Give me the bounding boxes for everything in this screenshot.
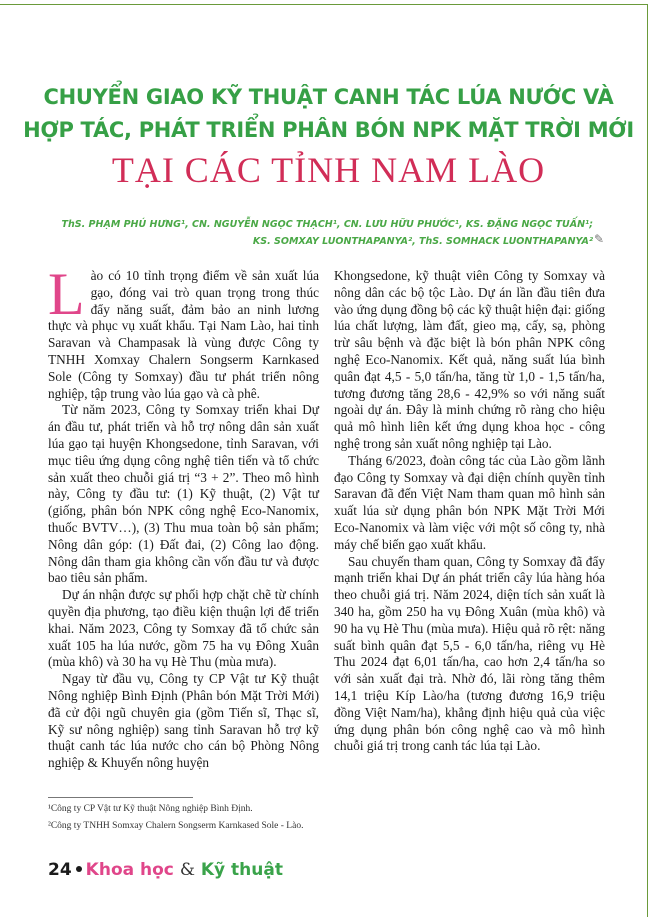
paragraph-5: Khongsedone, kỹ thuật viên Công ty Somxay và nông dân các bộ tộc Lào. Dự án lần đầu tiên đưa vào ứng dụng đồng bộ các kỹ thuật hiện đại: giống lúa chất lượng, làm đất, gieo mạ, cấy, sạ, phòng trừ sâu bệnh và đặc biệt là bón phân NPK công nghệ Eco-Nanomix. Kết quả, năng suất lúa bình quân đạt 4,5 - 5,0 tấn/ha, tăng từ 1,0 - 1,5 tấn/ha, tương đương tăng 28,6 - 42,9% so với năng suất ngoài dự án. Đây là minh chứng rõ ràng cho hiệu quả mô hình liên kết ứng dụng khoa học - công nghệ trong sản xuất nông nghiệp tại Lào. — [334, 268, 605, 451]
article-title-line-2: HỢP TÁC, PHÁT TRIỂN PHÂN BÓN NPK MẶT TRỜI MỚI — [23, 118, 634, 142]
paragraph-2: Từ năm 2023, Công ty Somxay triển khai Dự án đầu tư, phát triển và hỗ trợ nông dân sản xuất lúa gạo tại huyện Khongsedone, tỉnh Saravan, với mục tiêu ứng dụng công nghệ tiên tiến và tổ chức sản xuất theo chuỗi giá trị “3 + 2”. Theo mô hình này, Công ty đầu tư: (1) Kỹ thuật, (2) Vật tư (giống, phân bón NPK công nghệ Eco-Nanomix, thuốc BVTV…), (3) Thu mua toàn bộ sản phẩm; Nông dân góp: (1) Đất đai, (2) Công lao động. Nông dân tham gia không cần vốn đầu tư và được bao tiêu sản phẩm. — [48, 402, 319, 586]
footnote-2: ²Công ty TNHH Somxay Chalern Songserm Karnkased Sole - Lào. — [48, 821, 304, 831]
paragraph-7: Sau chuyến tham quan, Công ty Somxay đã đẩy mạnh triển khai Dự án phát triển cây lúa hàng hóa theo chuỗi giá trị. Năm 2024, diện tích sản xuất là 340 ha, gồm 250 ha vụ Đông Xuân (mùa khô) và 90 ha vụ Hè Thu (mùa mưa). Hiệu quả rõ rệt: năng suất bình quân đạt 5,5 - 6,0 tấn/ha, riêng vụ Hè Thu 2024 đạt 6,01 tấn/ha, cao hơn 2,4 tấn/ha so với sản xuất đại trà. Nhờ đó, lãi ròng tăng thêm 14,1 triệu Kíp Lào/ha (tương đương 16,9 triệu đồng Việt Nam/ha), khẳng định hiệu quả của việc ứng dụng phân bón công nghệ cao và mô hình chuỗi giá trị trong canh tác lúa tại Lào. — [334, 553, 605, 754]
article-title-line-1: CHUYỂN GIAO KỸ THUẬT CANH TÁC LÚA NƯỚC VÀ — [43, 85, 614, 109]
page-footer — [48, 860, 283, 880]
page-border-top — [0, 4, 647, 5]
pen-icon: ✎ — [594, 232, 605, 246]
article-title-line-3: TẠI CÁC TỈNH NAM LÀO — [111, 150, 546, 190]
paragraph-6: Tháng 6/2023, đoàn công tác của Lào gồm lãnh đạo Công ty Somxay và đại diện chính quyền tỉnh Saravan đã đến Việt Nam tham quan mô hình sản xuất lúa sử dụng phân bón NPK Mặt Trời Mới Eco-Nanomix và làm việc với một số công ty, nhà máy chế biến gạo xuất khẩu. — [334, 452, 605, 552]
paragraph-1 — [48, 261, 319, 402]
magazine-ampersand: & — [179, 860, 195, 880]
paragraph-4: Ngay từ đầu vụ, Công ty CP Vật tư Kỹ thuật Nông nghiệp Bình Định (Phân bón Mặt Trời Mới) đã cử đội ngũ chuyên gia (gồm Tiến sĩ, Thạc sĩ, Kỹ sư nông nghiệp) sang tỉnh Saravan hỗ trợ kỹ thuật canh tác lúa nước cho cán bộ Phòng Nông nghiệp & Khuyến nông huyện — [48, 671, 319, 771]
right-column — [334, 268, 605, 755]
magazine-name-part-2: Kỹ thuật — [200, 860, 283, 880]
authors-line-1: ThS. PHẠM PHÚ HƯNG¹, CN. NGUYỄN NGỌC THẠCH¹, CN. LƯU HỮU PHƯỚC¹, KS. ĐẶNG NGỌC TUẤN¹; — [61, 219, 593, 230]
left-column — [48, 261, 319, 772]
bullet-dot-icon — [76, 866, 82, 872]
paragraph-3: Dự án nhận được sự phối hợp chặt chẽ từ chính quyền địa phương, tạo điều kiện thuận lợi để triển khai. Năm 2023, Công ty Somxay đã tổ chức sản xuất 105 ha lúa nước, gồm 75 ha vụ Đông Xuân (mùa khô) và 30 ha vụ Hè Thu (mùa mưa). — [48, 587, 319, 670]
magazine-name-part-1: Khoa học — [85, 860, 174, 880]
paragraph-1-text: ào có 10 tỉnh trọng điểm về sản xuất lúa gạo, đóng vai trò quan trọng trong thúc đẩy năng suất, đảm bảo an ninh lương thực và phục vụ xuất khẩu. Tại Nam Lào, hai tỉnh Saravan và Champasak là vùng được Công ty TNHH Xomxay Chalern Songserm Karnkased Sole (Công ty Somxay) đầu tư phát triển nông nghiệp, tập trung vào lúa gạo và cà phê. — [48, 268, 319, 401]
page-number: 24 — [48, 860, 72, 880]
drop-cap: L — [48, 261, 85, 327]
footnote-1: ¹Công ty CP Vật tư Kỹ thuật Nông nghiệp Bình Định. — [48, 804, 253, 814]
authors-line-2: KS. SOMXAY LUONTHAPANYA², ThS. SOMHACK LUONTHAPANYA² — [252, 236, 593, 247]
footnote-divider — [48, 797, 193, 798]
